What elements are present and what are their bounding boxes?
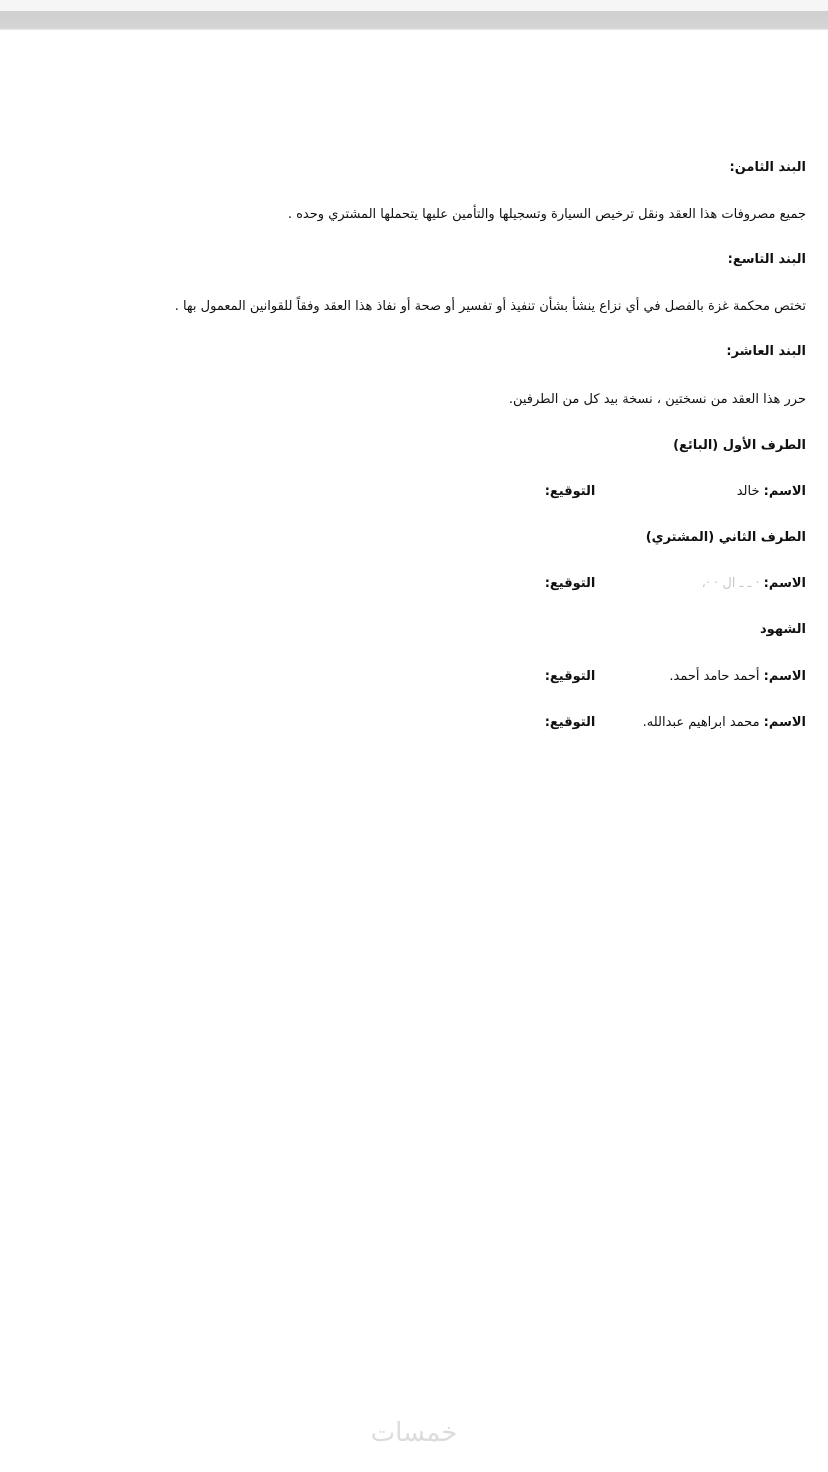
first-party-row — [545, 482, 806, 502]
witness1-name-label: الاسم: — [763, 669, 806, 684]
witness1-signature-label: التوقيع: — [544, 669, 596, 684]
witness2-name-label: الاسم: — [763, 715, 806, 730]
first-party-heading: الطرف الأول (البائع) — [673, 438, 806, 453]
witness2-signature-label: التوقيع: — [544, 715, 596, 730]
witness1-name: أحمد حامد أحمد. — [669, 669, 760, 684]
clause10-text: حرر هذا العقد من نسختين ، نسخة بيد كل من الطرفين. — [508, 392, 806, 407]
second-party-heading: الطرف الثاني (المشتري) — [645, 530, 806, 545]
first-party-signature-label: التوقيع: — [544, 484, 596, 499]
clause9-heading: البند التاسع: — [727, 252, 806, 267]
clause9-text: تختص محكمة غزة بالفصل في أي نزاع ينشأ بشأن تنفيذ أو تفسير أو صحة أو نفاذ هذا العقد وفقاً للقوانين المعمول بها . — [174, 299, 806, 314]
witness2-name: محمد ابراهيم عبدالله. — [642, 715, 760, 730]
second-party-signature-label: التوقيع: — [544, 576, 596, 591]
first-party-name-label: الاسم: — [763, 484, 806, 499]
witness2-row — [545, 713, 806, 733]
clause8-text: جميع مصروفات هذا العقد ونقل ترخيص السيارة وتسجيلها والتأمين عليها يتحملها المشتري وحده . — [287, 207, 806, 222]
second-party-name-label: الاسم: — [763, 576, 806, 591]
clause10-heading: البند العاشر: — [726, 344, 806, 359]
second-party-name: · ـ ـ ال · ·، — [701, 576, 760, 591]
second-party-row — [545, 574, 806, 594]
clause8-heading: البند الثامن: — [729, 160, 806, 175]
watermark-logo: خمسات — [370, 1418, 458, 1448]
witness1-row — [545, 667, 806, 687]
first-party-name: خالد — [736, 484, 760, 499]
window-top-bar — [0, 0, 828, 30]
witnesses-heading: الشهود — [760, 622, 806, 637]
